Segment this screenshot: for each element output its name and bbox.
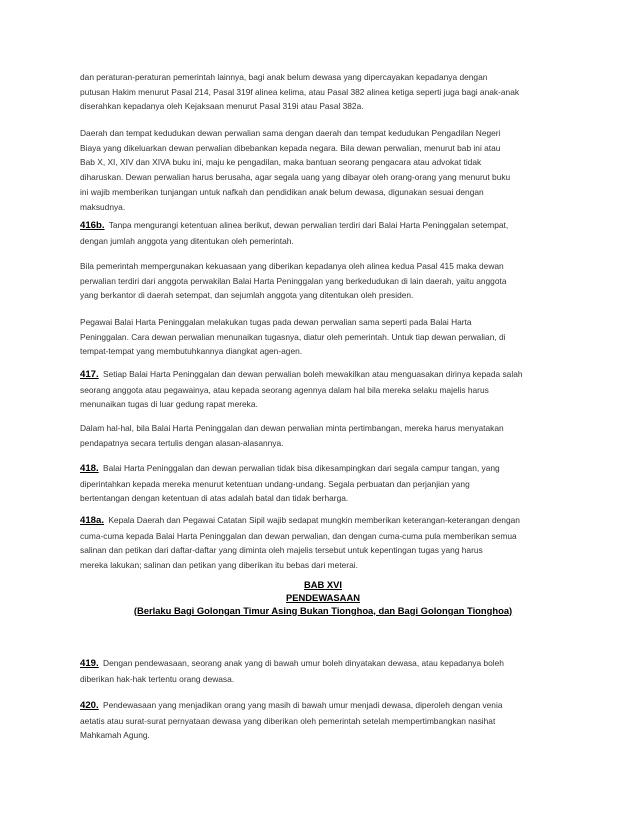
text-line: bertentangan dengan ketentuan di atas adalah batal dan tidak berharga. — [80, 493, 349, 504]
article-419 — [80, 656, 566, 686]
chapter-heading — [80, 579, 566, 617]
text-line: Biaya yang dikeluarkan dewan perwalian dibebankan kepada negara. Bila dewan perwalian, menurut bab ini atau — [80, 142, 501, 153]
text-line: Bila pemerintah mempergunakan kekuasaan yang diberikan kepadanya oleh alinea kedua Pasal 415 maka dewan — [80, 261, 504, 271]
text-line: dengan jumlah anggota yang ditentukan oleh pemerintah. — [80, 235, 294, 246]
article-number: 420. — [80, 700, 99, 711]
chapter-title — [80, 592, 566, 605]
text-line — [80, 461, 566, 477]
text-line: yang berkantor di daerah setempat, dan sejumlah anggota yang ditentukan oleh presiden. — [80, 290, 414, 301]
text-line: diperintahkan kepada mereka menurut ketentuan undang-undang. Segala perbuatan dan perjanjian yang — [80, 478, 470, 489]
article-text: Setiap Balai Harta Peninggalan dan dewan perwalian boleh mewakilkan atau menguasakan dirinya kepada salah — [100, 369, 523, 379]
paragraph-1 — [80, 70, 566, 114]
text-line: putusan Hakim menurut Pasal 214, Pasal 319f alinea kelima, atau Pasal 382 alinea ketiga seperti juga bagi anak-anak — [80, 86, 520, 97]
text-line: dan peraturan-peraturan pemerintah lainnya, bagi anak belum dewasa yang dipercayakan kepadanya dengan — [80, 72, 488, 82]
text-line: pendapatnya secara tertulis dengan alasan-alasannya. — [80, 437, 284, 448]
article-number: 418. — [80, 463, 99, 474]
text-line: Bab X, XI, XIV dan XIVA buku ini, maju ke pengadilan, maka bantuan seorang pengacara atau advokat tidak — [80, 157, 482, 168]
article-418 — [80, 461, 566, 506]
paragraph-2 — [80, 126, 566, 214]
text-line: maksudnya. — [80, 201, 126, 212]
article-417 — [80, 367, 566, 412]
text-line: seorang anggota atau pegawainya, atau kepada seorang agennya dalam hal bila mereka selaku majelis harus — [80, 384, 489, 395]
article-text: Dengan pendewasaan, seorang anak yang di bawah umur boleh dinyatakan dewasa, atau kepadanya boleh — [100, 658, 504, 668]
text-line: Pegawai Balai Harta Peninggalan melakukan tugas pada dewan perwalian sama seperti pada Balai Harta — [80, 317, 472, 327]
text-line: diserahkan kepadanya oleh Kejaksaan menurut Pasal 319i atau Pasal 382a. — [80, 101, 364, 112]
article-text: Balai Harta Peninggalan dan dewan perwalian tidak bisa dikesampingkan dari segala campur tangan, yang — [100, 463, 500, 473]
text-line: menunaikan tugas di luar gedung rapat mereka. — [80, 399, 258, 410]
text-line: Dalam hal-hal, bila Balai Harta Peninggalan dan dewan perwalian minta pertimbangan, mereka harus menyatakan — [80, 423, 504, 433]
text-line: perwalian terdiri dari anggota perwakilan Balai Harta Peninggalan yang berkedudukan di lain daerah, yaitu anggota — [80, 275, 507, 286]
chapter-subtitle-text: (Berlaku Bagi Golongan Timur Asing Bukan Tionghoa, dan Bagi Golongan Tionghoa) — [133, 604, 513, 616]
article-420 — [80, 698, 566, 743]
paragraph-4 — [80, 259, 566, 303]
text-line: cuma-cuma kepada Balai Harta Peninggalan dan dewan perwalian, dan dengan cuma-cuma pula memberikan semua — [80, 530, 517, 541]
chapter-number — [80, 579, 566, 592]
paragraph-5 — [80, 315, 566, 359]
article-text: Tanpa mengurangi ketentuan alinea berikut, dewan perwalian terdiri dari Balai Harta Peninggalan setempat, — [106, 220, 509, 230]
paragraph-7 — [80, 421, 566, 450]
article-418a — [80, 513, 566, 573]
text-line: Peninggalan. Cara dewan perwalian menunaikan tugasnya, diatur oleh pemerintah. Untuk tiap dewan perwalian, di — [80, 331, 506, 342]
article-416b — [80, 218, 566, 248]
text-line: Mahkamah Agung. — [80, 730, 150, 741]
text-line: diharuskan. Dewan perwalian harus berusaha, agar segala uang yang dibayar oleh orang-orang yang menurut buku — [80, 172, 511, 183]
chapter-title-text: PENDEWASAAN — [286, 591, 360, 603]
chapter-number-text: BAB XVI — [303, 579, 343, 590]
text-line: ini wajib memberikan tunjangan untuk nafkah dan pendidikan anak belum dewasa, digunakan sesuai dengan — [80, 186, 484, 197]
article-number: 419. — [80, 658, 99, 669]
article-text: Pendewasaan yang menjadikan orang yang masih di bawah umur menjadi dewasa, diperoleh dengan venia — [100, 700, 503, 710]
text-line: aetatis atau surat-surat pernyataan dewasa yang diberikan oleh pemerintah setelah mempertimbangkan nasihat — [80, 715, 496, 726]
text-line: diberikan hak-hak tertentu orang dewasa. — [80, 673, 235, 684]
text-line: mereka lakukan; salinan dan petikan yang diberikan itu bebas dari meterai. — [80, 560, 358, 571]
text-line — [80, 656, 566, 672]
article-text: Kepala Daerah dan Pegawai Catatan Sipil wajib sedapat mungkin memberikan keterangan-keterangan dengan — [106, 515, 520, 525]
article-number: 416b. — [80, 220, 105, 231]
chapter-subtitle — [80, 605, 566, 618]
text-line — [80, 367, 566, 383]
text-line — [80, 513, 566, 529]
article-number: 418a. — [80, 515, 105, 526]
text-line: Daerah dan tempat kedudukan dewan perwalian sama dengan daerah dan tempat kedudukan Pengadilan Negeri — [80, 128, 501, 138]
article-number: 417. — [80, 369, 99, 380]
text-line: salinan dan petikan dari daftar-daftar yang diminta oleh majelis tersebut untuk kepentingan tugas yang harus — [80, 545, 483, 556]
text-line: tempat-tempat yang membutuhkannya diangkat agen-agen. — [80, 346, 303, 357]
text-line — [80, 698, 566, 714]
text-line — [80, 218, 566, 234]
